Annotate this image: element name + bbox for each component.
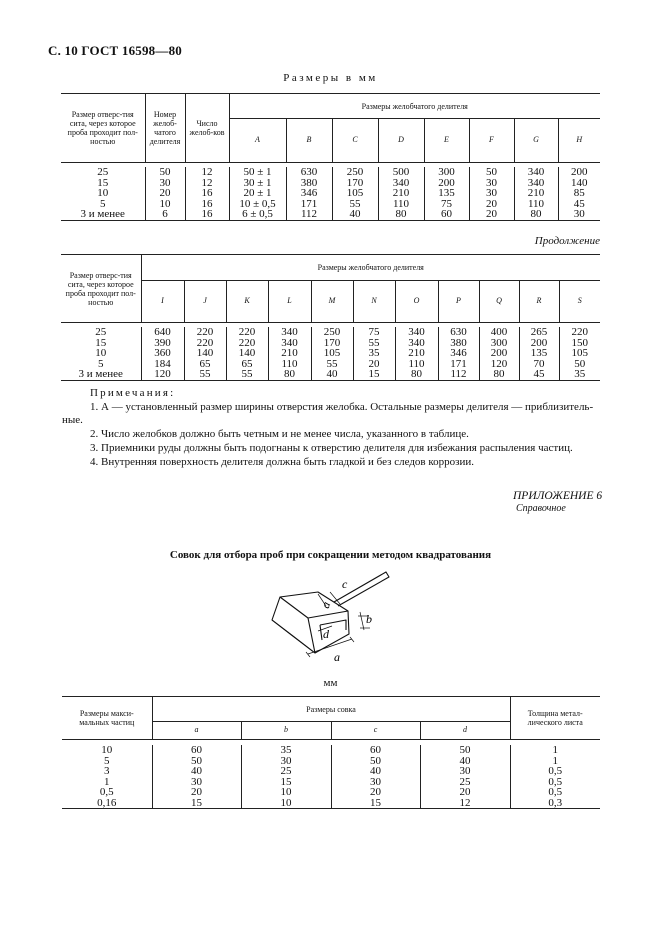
t1-letter-header: E — [424, 119, 469, 163]
t1-cell: 85 — [558, 188, 600, 199]
t3-cell: 10 — [101, 744, 113, 756]
t3-cell: 60 — [331, 745, 420, 756]
t1-letter-header: H — [558, 119, 600, 163]
t1-cell: 15 — [97, 176, 109, 189]
t2-cell: 55 — [226, 369, 268, 380]
label-c: c — [342, 577, 348, 591]
t2-cell: 220 — [226, 338, 268, 349]
t1-cell: 12 — [185, 167, 229, 178]
t3-cell: 20 — [420, 787, 510, 798]
t2-cell: 390 — [141, 338, 184, 349]
t2-cell: 340 — [268, 338, 311, 349]
t2-cell: 346 — [438, 348, 479, 359]
t2-cell: 40 — [311, 369, 353, 380]
t1-cell: 80 — [514, 209, 558, 220]
t1-cell: 5 — [100, 197, 106, 210]
t2-letter-header: J — [184, 281, 226, 323]
t1-letter-header: B — [286, 119, 332, 163]
t1-cell: 112 — [286, 209, 332, 220]
t2-cell: 120 — [141, 369, 184, 380]
table-row — [61, 369, 600, 380]
t1-cell: 380 — [286, 178, 332, 189]
t3-letter-header: b — [241, 722, 331, 740]
t2-cell: 15 — [353, 369, 395, 380]
units-caption: Размеры в мм — [283, 72, 378, 84]
appendix-title: ПРИЛОЖЕНИЕ 6 — [513, 490, 603, 502]
t1-cell: 200 — [558, 167, 600, 178]
t1-cell: 250 — [332, 167, 378, 178]
t3-letter-header: a — [152, 722, 241, 740]
t1-cell: 20 ± 1 — [229, 188, 286, 199]
t2-cell: 70 — [519, 359, 559, 370]
t3-cell: 50 — [331, 756, 420, 767]
t3-cell: 20 — [152, 787, 241, 798]
t2-col-sieve-header: Размер отверс-тия сита, через которое проба проходит пол-ностью — [61, 255, 141, 323]
t1-cell: 3 и менее — [61, 209, 145, 220]
t3-cell: 50 — [420, 745, 510, 756]
t1-cell: 60 — [424, 209, 469, 220]
t1-cell: 210 — [514, 188, 558, 199]
t2-cell: 75 — [353, 327, 395, 338]
t3-cell: 0,16 — [62, 798, 152, 809]
note-3: 3. Приемники руды должны быть подогнаны к отверстию делителя для избежания распыления частиц. — [90, 442, 573, 454]
t1-letter-header: G — [514, 119, 558, 163]
t1-cell: 171 — [286, 199, 332, 210]
t2-cell: 55 — [311, 359, 353, 370]
t2-cell: 220 — [226, 327, 268, 338]
t1-cell: 210 — [378, 188, 424, 199]
t1-cell: 12 — [185, 178, 229, 189]
t2-letter-header: O — [395, 281, 438, 323]
table-row — [61, 188, 600, 199]
divider-table-1 — [61, 93, 600, 221]
note-4: 4. Внутренняя поверхность делителя должна быть гладкой и без следов коррозии. — [90, 456, 475, 468]
t1-letter-header: F — [469, 119, 514, 163]
t1-cell: 140 — [558, 178, 600, 189]
scoop-illustration — [260, 568, 400, 668]
t3-cell: 0,3 — [510, 798, 600, 809]
t1-cell: 346 — [286, 188, 332, 199]
label-a-bottom: a — [334, 650, 340, 664]
t1-cell: 110 — [514, 199, 558, 210]
t2-cell: 105 — [311, 348, 353, 359]
t1-cell: 300 — [424, 167, 469, 178]
t3-cell: 10 — [241, 798, 331, 809]
t1-col-count-header: Число желоб-ков — [185, 94, 229, 163]
note-2: 2. Число желобков должно быть четным и не менее числа, указанного в таблице. — [90, 428, 469, 440]
t1-cell: 16 — [185, 199, 229, 210]
t2-letter-header: I — [141, 281, 184, 323]
table-row — [61, 348, 600, 359]
t2-cell: 35 — [559, 369, 600, 380]
t1-cell: 340 — [378, 178, 424, 189]
t3-cell: 0,5 — [99, 786, 114, 798]
t1-cell: 10 — [97, 187, 109, 199]
t3-col-particles-header: Размеры макси-мальных частиц — [62, 697, 152, 740]
table-row — [62, 777, 600, 788]
t2-cell: 25 — [95, 326, 107, 338]
t2-cell: 45 — [519, 369, 559, 380]
t1-cell: 25 — [97, 166, 109, 178]
t1-cell: 200 — [424, 178, 469, 189]
scoop-table — [62, 696, 600, 809]
t2-letter-header: R — [519, 281, 559, 323]
t3-letter-header: c — [331, 722, 420, 740]
t3-group-header: Размеры совка — [152, 697, 510, 722]
t3-cell: 5 — [104, 754, 110, 767]
t1-cell: 55 — [332, 199, 378, 210]
t1-cell: 6 ± 0,5 — [229, 209, 286, 220]
t3-cell: 0,5 — [510, 766, 600, 777]
t2-cell: 105 — [559, 348, 600, 359]
t3-cell: 30 — [241, 756, 331, 767]
t2-cell: 171 — [438, 359, 479, 370]
t2-letter-header: L — [268, 281, 311, 323]
t2-cell: 65 — [226, 359, 268, 370]
t1-cell: 340 — [514, 167, 558, 178]
t1-group-header: Размеры желобчатого делителя — [229, 94, 600, 119]
t3-cell: 0,5 — [510, 777, 600, 788]
t1-cell: 6 — [145, 209, 185, 220]
t2-cell: 10 — [95, 347, 107, 359]
t2-cell: 265 — [519, 327, 559, 338]
t2-letter-header: M — [311, 281, 353, 323]
t1-cell: 30 — [469, 188, 514, 199]
t2-cell: 65 — [184, 359, 226, 370]
t1-letter-header: A — [229, 119, 286, 163]
t1-col-sieve-header: Размер отверс-тия сита, через которое проба проходит пол-ностью — [61, 94, 145, 163]
t1-cell: 20 — [145, 188, 185, 199]
t2-cell: 340 — [268, 327, 311, 338]
t2-cell: 135 — [519, 348, 559, 359]
notes-title: Примечания: — [90, 387, 176, 399]
t2-cell: 110 — [395, 359, 438, 370]
divider-table-2 — [61, 254, 600, 381]
t2-cell: 200 — [519, 338, 559, 349]
t3-cell: 30 — [331, 777, 420, 788]
t3-cell: 30 — [420, 766, 510, 777]
table-row — [61, 178, 600, 189]
t2-cell: 250 — [311, 327, 353, 338]
t3-cell: 1 — [104, 775, 110, 788]
t1-cell: 10 ± 0,5 — [229, 199, 286, 210]
t1-cell: 30 — [469, 178, 514, 189]
t1-cell: 105 — [332, 188, 378, 199]
t2-cell: 400 — [479, 327, 519, 338]
t2-cell: 3 и менее — [61, 369, 141, 380]
t2-cell: 55 — [353, 338, 395, 349]
t3-cell: 15 — [331, 798, 420, 809]
t3-cell: 40 — [152, 766, 241, 777]
t1-cell: 135 — [424, 188, 469, 199]
t2-cell: 140 — [226, 348, 268, 359]
t1-cell: 16 — [185, 188, 229, 199]
t1-letter-header: D — [378, 119, 424, 163]
t2-cell: 150 — [559, 338, 600, 349]
t2-cell: 210 — [395, 348, 438, 359]
t2-cell: 170 — [311, 338, 353, 349]
label-d: d — [323, 627, 329, 641]
page-header: С. 10 ГОСТ 16598—80 — [48, 43, 182, 58]
t2-letter-header: Q — [479, 281, 519, 323]
t3-cell: 1 — [510, 745, 600, 756]
t3-cell: 3 — [104, 765, 110, 777]
t2-cell: 120 — [479, 359, 519, 370]
figure-title: Совок для отбора проб при сокращении методом квадратования — [169, 549, 492, 561]
t1-cell: 630 — [286, 167, 332, 178]
t1-cell: 170 — [332, 178, 378, 189]
t2-cell: 630 — [438, 327, 479, 338]
t3-cell: 10 — [241, 787, 331, 798]
t3-cell: 1 — [510, 756, 600, 767]
t1-cell: 30 — [145, 178, 185, 189]
t2-cell: 20 — [353, 359, 395, 370]
t2-letter-header: S — [559, 281, 600, 323]
table-row — [61, 209, 600, 220]
t1-cell: 20 — [469, 199, 514, 210]
t3-cell: 40 — [331, 766, 420, 777]
t3-cell: 0,5 — [510, 787, 600, 798]
units-caption-2: мм — [323, 677, 338, 689]
t3-cell: 12 — [420, 798, 510, 809]
table-row — [61, 199, 600, 210]
t1-cell: 40 — [332, 209, 378, 220]
t3-letter-header: d — [420, 722, 510, 740]
t2-cell: 80 — [479, 369, 519, 380]
t2-cell: 210 — [268, 348, 311, 359]
t1-cell: 50 — [469, 167, 514, 178]
note-1: 1. А — установленный размер ширины отверстия желобка. Остальные размеры делителя — приблизитель- — [90, 401, 594, 413]
t2-cell: 5 — [98, 357, 104, 370]
t3-cell: 50 — [152, 756, 241, 767]
t2-group-header: Размеры желобчатого делителя — [141, 255, 600, 281]
t3-cell: 35 — [241, 745, 331, 756]
t2-cell: 184 — [141, 359, 184, 370]
t3-cell: 25 — [241, 766, 331, 777]
t2-cell: 80 — [395, 369, 438, 380]
t1-cell: 30 ± 1 — [229, 178, 286, 189]
table-row — [61, 327, 600, 338]
table-row — [62, 756, 600, 767]
t3-cell: 15 — [241, 777, 331, 788]
t1-cell: 45 — [558, 199, 600, 210]
t2-letter-header: N — [353, 281, 395, 323]
t2-cell: 220 — [184, 327, 226, 338]
t2-letter-header: K — [226, 281, 268, 323]
t1-col-number-header: Номер желоб-чатого делителя — [145, 94, 185, 163]
t2-cell: 55 — [184, 369, 226, 380]
t2-cell: 380 — [438, 338, 479, 349]
t3-cell: 25 — [420, 777, 510, 788]
t1-cell: 500 — [378, 167, 424, 178]
t1-cell: 16 — [185, 209, 229, 220]
t2-cell: 80 — [268, 369, 311, 380]
t1-cell: 340 — [514, 178, 558, 189]
t3-cell: 20 — [331, 787, 420, 798]
t2-cell: 200 — [479, 348, 519, 359]
t2-cell: 340 — [395, 338, 438, 349]
t3-cell: 40 — [420, 756, 510, 767]
t1-cell: 50 ± 1 — [229, 167, 286, 178]
t2-cell: 220 — [559, 327, 600, 338]
t2-cell: 360 — [141, 348, 184, 359]
t1-cell: 110 — [378, 199, 424, 210]
label-b: b — [366, 612, 372, 626]
appendix-subtitle: Справочное — [516, 503, 566, 514]
t2-cell: 112 — [438, 369, 479, 380]
t3-cell: 60 — [152, 745, 241, 756]
t1-cell: 80 — [378, 209, 424, 220]
t1-cell: 75 — [424, 199, 469, 210]
t3-col-thickness-header: Толщина метал-лического листа — [510, 697, 600, 740]
t2-cell: 220 — [184, 338, 226, 349]
continuation-label: Продолжение — [534, 235, 600, 247]
t2-cell: 340 — [395, 327, 438, 338]
t1-letter-header: C — [332, 119, 378, 163]
table-row — [62, 798, 600, 809]
t2-cell: 35 — [353, 348, 395, 359]
t1-cell: 50 — [145, 167, 185, 178]
t2-cell: 140 — [184, 348, 226, 359]
table-row — [62, 745, 600, 756]
t3-cell: 30 — [152, 777, 241, 788]
t1-cell: 30 — [558, 209, 600, 220]
t1-cell: 10 — [145, 199, 185, 210]
table-row — [61, 167, 600, 178]
t2-cell: 15 — [95, 336, 107, 349]
t3-cell: 15 — [152, 798, 241, 809]
t2-letter-header: P — [438, 281, 479, 323]
note-1-cont: ные. — [62, 414, 83, 426]
t2-cell: 110 — [268, 359, 311, 370]
table-row — [62, 766, 600, 777]
t2-cell: 640 — [141, 327, 184, 338]
table-row — [62, 787, 600, 798]
label-a-top: a — [318, 599, 334, 611]
t2-cell: 300 — [479, 338, 519, 349]
t1-cell: 20 — [469, 209, 514, 220]
t2-cell: 50 — [559, 359, 600, 370]
